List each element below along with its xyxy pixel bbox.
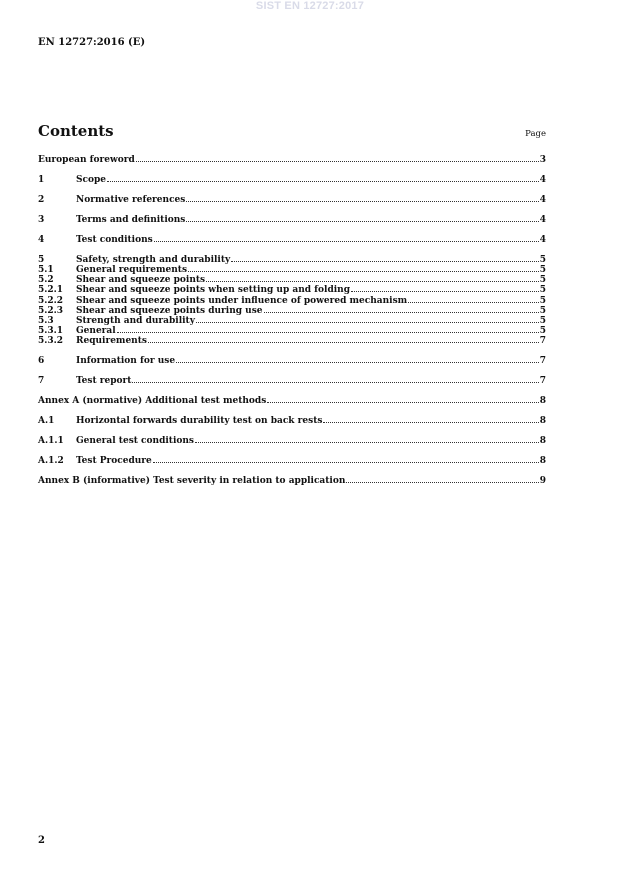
toc-entry[interactable] [38, 456, 546, 466]
toc-entry[interactable] [38, 356, 546, 366]
dot-leader [154, 235, 539, 242]
dot-leader [351, 285, 539, 292]
toc-entry-page: 3 [539, 155, 546, 165]
toc-entry-page: 7 [539, 336, 546, 347]
toc-entry[interactable] [38, 175, 546, 185]
toc-entry-title: Safety, strength and durability [76, 254, 231, 265]
document-id: EN 12727:2016 (E) [38, 37, 146, 48]
toc-entry[interactable] [38, 436, 546, 446]
toc-entry-number: 5.2 [38, 275, 54, 286]
dot-leader [186, 195, 538, 202]
toc-entry-title: Shear and squeeze points when setting up and folding [76, 285, 351, 296]
toc-entry-title: Information for use [76, 356, 176, 367]
dot-leader [196, 316, 539, 323]
dot-leader [186, 215, 538, 222]
toc-entry-page: 7 [539, 376, 546, 387]
toc-entry-number: 5.2.1 [38, 285, 64, 296]
toc-entry-number: A.1 [38, 416, 55, 427]
toc-entry-number: 7 [38, 376, 45, 387]
toc-entry-number: 3 [38, 214, 45, 225]
toc-entry[interactable] [38, 255, 546, 265]
dot-leader [153, 456, 539, 463]
toc-entry-page: 8 [539, 416, 546, 427]
dot-leader [188, 265, 539, 272]
toc-entry-number: 6 [38, 356, 45, 367]
toc-entry-number: 5 [38, 254, 45, 265]
dot-leader [117, 326, 539, 333]
dot-leader [206, 275, 539, 282]
toc-entry-title: Test Procedure [76, 456, 152, 467]
toc-entry-number: 5.3.2 [38, 336, 64, 347]
toc-entry[interactable] [38, 296, 546, 306]
page-column-label: Page [525, 129, 546, 139]
toc-entry[interactable] [38, 155, 546, 165]
toc-entry-title: Shear and squeeze points under influence of powered mechanism [76, 295, 408, 306]
dot-leader [136, 155, 539, 162]
toc-entry-title: Shear and squeeze points during use [76, 305, 263, 316]
page-number: 2 [38, 835, 45, 846]
contents-title: Contents [38, 122, 114, 140]
toc-entry-title: Test conditions [76, 234, 153, 245]
toc-entry-title: Requirements [76, 336, 147, 347]
dot-leader [107, 175, 539, 182]
toc-entry[interactable] [38, 316, 546, 326]
toc-entry-page: 5 [539, 316, 546, 327]
dot-leader [264, 306, 539, 313]
toc-entry-page: 4 [539, 194, 546, 205]
toc-entry-number: 2 [38, 194, 45, 205]
toc-entry-page: 5 [539, 265, 546, 276]
toc-entry-page: 7 [539, 356, 546, 367]
toc-entry-title: Normative references [76, 194, 186, 205]
toc-entry-number: 5.1 [38, 265, 54, 276]
toc-entry[interactable] [38, 306, 546, 316]
dot-leader [408, 296, 539, 303]
dot-leader [231, 255, 539, 262]
toc-entry-title: Terms and definitions [76, 214, 186, 225]
toc-entry-title: Test report [76, 376, 132, 387]
toc-entry-page: 8 [539, 456, 546, 467]
table-of-contents [38, 155, 546, 487]
toc-entry-title: General requirements [76, 265, 188, 276]
toc-entry[interactable] [38, 195, 546, 205]
dot-leader [132, 376, 538, 383]
toc-entry-page: 8 [539, 396, 546, 407]
dot-leader [323, 416, 538, 423]
toc-entry-page: 8 [539, 436, 546, 447]
toc-entry-title: Horizontal forwards durability test on back rests [76, 416, 323, 427]
toc-entry-page: 5 [539, 254, 546, 265]
toc-entry-page: 5 [539, 275, 546, 286]
toc-entry-number: 1 [38, 174, 45, 185]
toc-entry[interactable] [38, 235, 546, 245]
toc-entry-title: General [76, 326, 116, 337]
toc-entry-page: 9 [539, 476, 546, 487]
toc-entry-number: A.1.1 [38, 436, 64, 447]
dot-leader [267, 396, 538, 403]
toc-entry[interactable] [38, 476, 546, 486]
toc-entry-page: 4 [539, 234, 546, 245]
toc-entry[interactable] [38, 275, 546, 285]
watermark: SIST EN 12727:2017 [255, 0, 365, 12]
dot-leader [346, 476, 538, 483]
dot-leader [195, 436, 539, 443]
toc-entry[interactable] [38, 215, 546, 225]
toc-entry-page: 5 [539, 326, 546, 337]
toc-entry[interactable] [38, 396, 546, 406]
toc-entry-number: 5.3.1 [38, 326, 64, 337]
toc-entry[interactable] [38, 285, 546, 295]
toc-entry-number: 5.3 [38, 316, 54, 327]
toc-entry[interactable] [38, 326, 546, 336]
toc-entry-title: Shear and squeeze points [76, 275, 206, 286]
toc-entry-page: 5 [539, 305, 546, 316]
toc-entry-page: 5 [539, 285, 546, 296]
toc-entry-title: European foreword [38, 155, 135, 165]
toc-entry[interactable] [38, 416, 546, 426]
toc-entry-page: 4 [539, 174, 546, 185]
toc-entry-number: 4 [38, 234, 45, 245]
toc-entry-title: Annex A (normative) Additional test methods [38, 396, 267, 407]
toc-entry[interactable] [38, 376, 546, 386]
toc-entry-page: 4 [539, 214, 546, 225]
dot-leader [176, 356, 539, 363]
toc-entry-title: Scope [76, 174, 107, 185]
dot-leader [148, 336, 539, 343]
toc-entry-number: A.1.2 [38, 456, 64, 467]
toc-entry-title: Strength and durability [76, 316, 195, 327]
toc-entry-number: 5.2.2 [38, 295, 64, 306]
toc-entry[interactable] [38, 265, 546, 275]
toc-entry-title: Annex B (informative) Test severity in relation to application [38, 476, 346, 487]
toc-entry-page: 5 [539, 295, 546, 306]
toc-entry-number: 5.2.3 [38, 305, 64, 316]
toc-entry-title: General test conditions [76, 436, 194, 447]
toc-entry[interactable] [38, 336, 546, 346]
